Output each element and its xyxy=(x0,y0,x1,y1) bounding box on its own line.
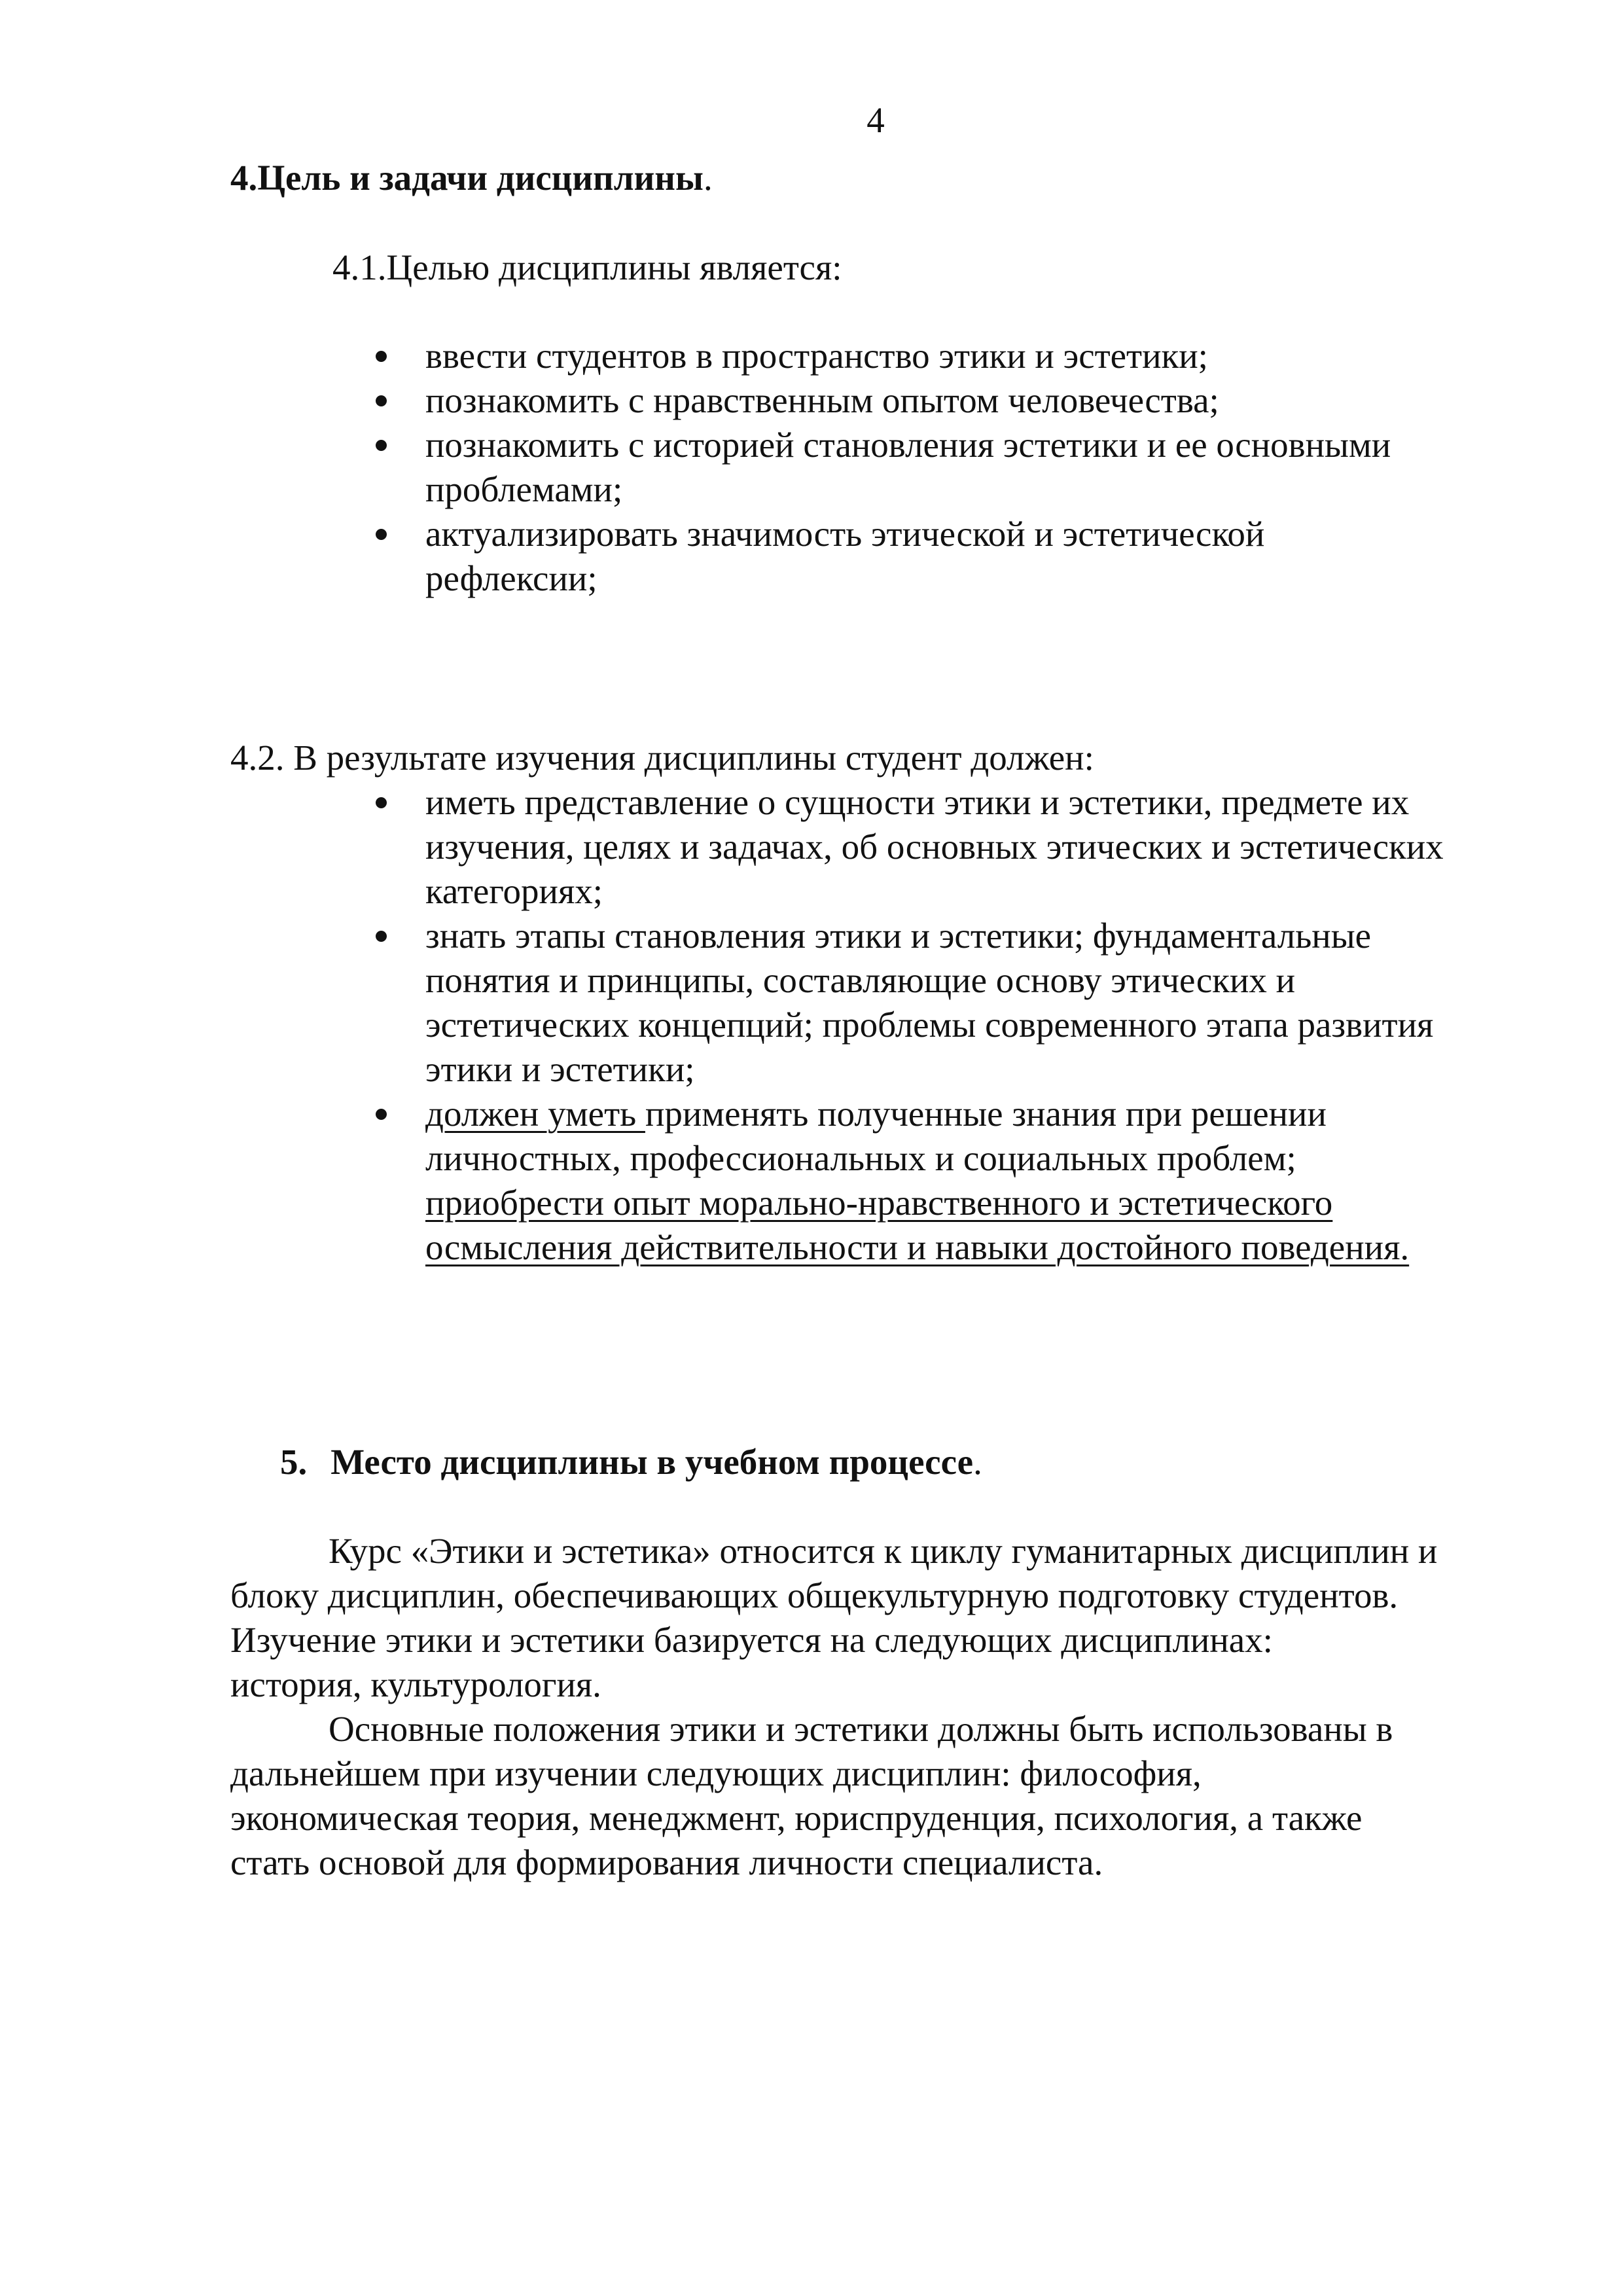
list-item xyxy=(373,914,1551,1092)
section-5-paragraph-1 xyxy=(230,1529,1513,1707)
list-item-line: рефлексии; xyxy=(425,558,597,598)
list-item-line: личностных, профессиональных и социальных проблем; xyxy=(425,1138,1296,1178)
section-4-heading xyxy=(230,156,713,200)
paragraph-line: дальнейшем при изучении следующих дисциплин: философия, xyxy=(230,1753,1202,1793)
subsection-4-2-intro: 4.2. В результате изучения дисциплины студент должен: xyxy=(230,738,1094,778)
paragraph-line: Изучение этики и эстетики базируется на следующих дисциплинах: xyxy=(230,1620,1273,1660)
section-5-paragraph-2 xyxy=(230,1707,1513,1885)
list-item-line: иметь представление о сущности этики и эстетики, предмете их xyxy=(425,782,1410,822)
list-item xyxy=(373,512,1538,601)
list-item-line xyxy=(425,1181,1551,1225)
paragraph-line: экономическая теория, менеджмент, юриспруденция, психология, а также xyxy=(230,1798,1363,1838)
section-5-heading-text: Место дисциплины в учебном процессе xyxy=(330,1442,974,1482)
list-item xyxy=(373,1092,1551,1270)
underlined-text: приобрести опыт морально-нравственного и эстетического xyxy=(425,1183,1333,1223)
list-item-line: проблемами; xyxy=(425,469,623,509)
list-item xyxy=(373,334,1538,378)
goals-list xyxy=(373,334,1538,601)
list-item-line xyxy=(425,1225,1551,1270)
section-4-heading-punct: . xyxy=(703,158,713,198)
section-5-number: 5. xyxy=(280,1442,308,1482)
list-item-line xyxy=(425,1092,1551,1136)
outcomes-list xyxy=(373,780,1551,1270)
paragraph-line: блоку дисциплин, обеспечивающих общекультурную подготовку студентов. xyxy=(230,1575,1399,1615)
section-5-heading-punct: . xyxy=(973,1442,982,1482)
paragraph-line: Курс «Этики и эстетика» относится к циклу гуманитарных дисциплин и xyxy=(329,1531,1438,1571)
list-item-line: познакомить с нравственным опытом человечества; xyxy=(425,380,1219,420)
list-item-line: знать этапы становления этики и эстетики; фундаментальные xyxy=(425,916,1372,956)
list-item-text: применять полученные знания при решении xyxy=(645,1094,1327,1134)
list-item-line: понятия и принципы, составляющие основу этических и xyxy=(425,960,1296,1000)
section-4-heading-text: 4.Цель и задачи дисциплины xyxy=(230,158,704,198)
list-item-line: эстетических концепций; проблемы современного этапа развития xyxy=(425,1005,1434,1045)
list-item-line: этики и эстетики; xyxy=(425,1049,695,1089)
list-item xyxy=(373,780,1551,914)
paragraph-line: Основные положения этики и эстетики должны быть использованы в xyxy=(329,1709,1393,1749)
underlined-text: должен уметь xyxy=(425,1094,645,1134)
subsection-4-1-intro: 4.1.Целью дисциплины является: xyxy=(332,247,842,287)
paragraph-line: история, культурология. xyxy=(230,1664,601,1704)
section-5-heading xyxy=(280,1440,982,1484)
list-item xyxy=(373,423,1538,512)
paragraph-line: стать основой для формирования личности специалиста. xyxy=(230,1842,1103,1882)
list-item-line: познакомить с историей становления эстетики и ее основными xyxy=(425,425,1391,465)
list-item-line: актуализировать значимость этической и эстетической xyxy=(425,514,1265,554)
list-item-line: категориях; xyxy=(425,871,603,911)
list-item-line: ввести студентов в пространство этики и эстетики; xyxy=(425,336,1208,376)
list-item xyxy=(373,378,1538,423)
list-item-line: изучения, целях и задачах, об основных этических и эстетических xyxy=(425,827,1444,867)
underlined-text: осмысления действительности и навыки достойного поведения. xyxy=(425,1227,1410,1267)
page-number: 4 xyxy=(866,100,885,140)
